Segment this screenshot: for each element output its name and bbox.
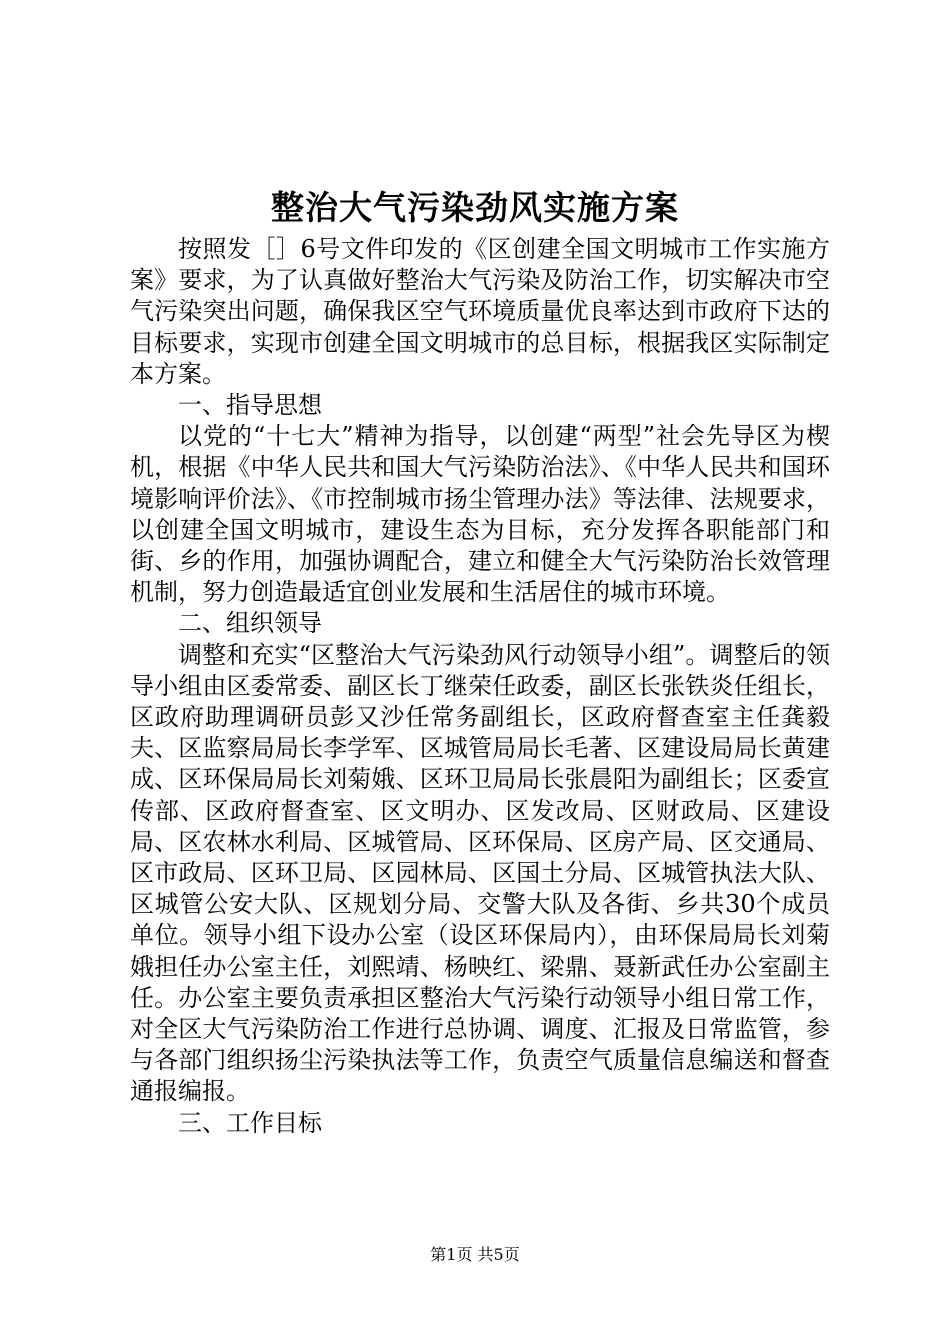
guiding-ideology-paragraph: 以党的“十七大”精神为指导，以创建“两型”社会先导区为楔机，根据《中华人民共和国大气污染防治法》、《中华人民共和国环境影响评价法》、《市控制城市扬尘管理办法》等法律、法规要求，以创建全国文明城市，建设生态为目标，充分发挥各职能部门和街、乡的作用，加强协调配合，建立和健全大气污染防治长效管理机制，努力创造最适宜创业发展和生活居住的城市环境。 — [130, 422, 830, 607]
section-heading-organization: 二、组织领导 — [178, 609, 322, 638]
section-heading-guiding-ideology: 一、指导思想 — [178, 391, 322, 420]
intro-paragraph: 按照发［］6号文件印发的《区创建全国文明城市工作实施方案》要求，为了认真做好整治大气污染及防治工作，切实解决市空气污染突出问题，确保我区空气环境质量优良率达到市政府下达的目标要求，实现市创建全国文明城市的总目标，根据我区实际制定本方案。 — [130, 235, 830, 388]
organization-paragraph: 调整和充实“区整治大气污染劲风行动领导小组”。调整后的领导小组由区委常委、副区长丁继荣任政委，副区长张铁炎任组长，区政府助理调研员彭又沙任常务副组长，区政府督查室主任龚毅夫、区监察局局长李学军、区城管局局长毛著、区建设局局长黄建成、区环保局局长刘菊娥、区环卫局局长张晨阳为副组长；区委宣传部、区政府督查室、区文明办、区发改局、区财政局、区建设局、区农林水利局、区城管局、区环保局、区房产局、区交通局、区市政局、区环卫局、区园林局、区国土分局、区城管执法大队、区城管公安大队、区规划分局、交警大队及各街、乡共30个成员单位。领导小组下设办公室（设区环保局内），由环保局局长刘菊娥担任办公室主任，刘熙靖、杨映红、梁鼎、聂新武任办公室副主任。办公室主要负责承担区整治大气污染行动领导小组日常工作，对全区大气污染防治工作进行总协调、调度、汇报及日常监管，参与各部门组织扬尘污染执法等工作，负责空气质量信息编送和督查通报编报。 — [130, 640, 830, 1106]
document-body — [130, 234, 830, 1139]
page-footer: 第1页 共5页 — [430, 1245, 520, 1264]
document-title: 整治大气污染劲风实施方案 — [271, 188, 679, 227]
section-heading-work-goals: 三、工作目标 — [178, 1108, 322, 1137]
